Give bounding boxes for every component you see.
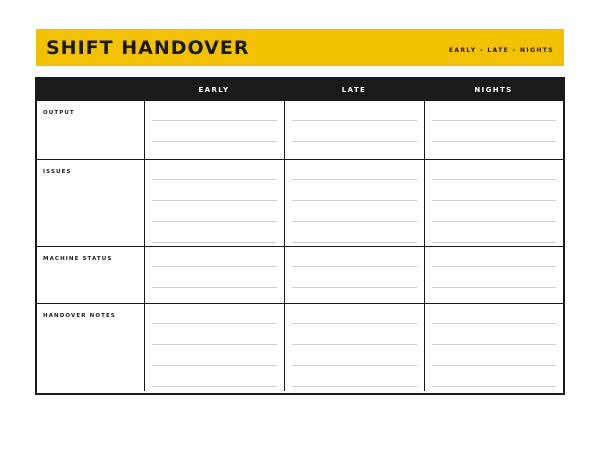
write-line bbox=[292, 323, 417, 324]
write-line bbox=[152, 141, 277, 142]
output-early-cell[interactable] bbox=[144, 101, 284, 159]
column-header-nights: NIGHTS bbox=[424, 79, 563, 101]
handover-notes-late-cell[interactable] bbox=[284, 303, 424, 391]
write-line bbox=[292, 365, 417, 366]
write-line bbox=[432, 221, 556, 222]
write-line bbox=[292, 287, 417, 288]
write-line bbox=[432, 242, 556, 243]
write-line bbox=[152, 179, 277, 180]
column-header-early: EARLY bbox=[144, 79, 284, 101]
issues-early-cell[interactable] bbox=[144, 159, 284, 246]
write-line bbox=[152, 386, 277, 387]
row-label-text: ISSUES bbox=[43, 169, 72, 175]
write-line bbox=[152, 266, 277, 267]
row-label-machine-status bbox=[37, 246, 144, 303]
row-label-text: HANDOVER NOTES bbox=[43, 313, 116, 319]
output-nights-cell[interactable] bbox=[424, 101, 563, 159]
write-line bbox=[292, 141, 417, 142]
row-label-output bbox=[37, 101, 144, 159]
write-line bbox=[292, 266, 417, 267]
write-line bbox=[432, 386, 556, 387]
issues-nights-cell[interactable] bbox=[424, 159, 563, 246]
write-line bbox=[432, 200, 556, 201]
write-line bbox=[292, 344, 417, 345]
page-title: SHIFT HANDOVER bbox=[46, 37, 250, 59]
write-line bbox=[152, 323, 277, 324]
table-header-blank bbox=[37, 79, 144, 101]
output-late-cell[interactable] bbox=[284, 101, 424, 159]
machine-status-early-cell[interactable] bbox=[144, 246, 284, 303]
write-line bbox=[152, 287, 277, 288]
write-line bbox=[292, 179, 417, 180]
write-line bbox=[152, 120, 277, 121]
write-line bbox=[432, 323, 556, 324]
write-line bbox=[432, 287, 556, 288]
write-line bbox=[152, 365, 277, 366]
column-header-late: LATE bbox=[284, 79, 424, 101]
machine-status-late-cell[interactable] bbox=[284, 246, 424, 303]
machine-status-nights-cell[interactable] bbox=[424, 246, 563, 303]
write-line bbox=[152, 200, 277, 201]
write-line bbox=[152, 221, 277, 222]
handover-notes-nights-cell[interactable] bbox=[424, 303, 563, 391]
write-line bbox=[292, 200, 417, 201]
handover-table bbox=[35, 77, 565, 395]
write-line bbox=[432, 266, 556, 267]
row-label-handover-notes bbox=[37, 303, 144, 391]
handover-notes-early-cell[interactable] bbox=[144, 303, 284, 391]
write-line bbox=[432, 120, 556, 121]
write-line bbox=[292, 242, 417, 243]
issues-late-cell[interactable] bbox=[284, 159, 424, 246]
write-line bbox=[152, 242, 277, 243]
write-line bbox=[152, 344, 277, 345]
write-line bbox=[432, 344, 556, 345]
header-banner bbox=[36, 29, 564, 66]
write-line bbox=[292, 120, 417, 121]
row-label-issues bbox=[37, 159, 144, 246]
row-label-text: OUTPUT bbox=[43, 110, 75, 116]
write-line bbox=[432, 179, 556, 180]
write-line bbox=[432, 141, 556, 142]
write-line bbox=[432, 365, 556, 366]
write-line bbox=[292, 221, 417, 222]
page-subtitle: EARLY - LATE - NIGHTS bbox=[448, 47, 554, 54]
row-label-text: MACHINE STATUS bbox=[43, 256, 113, 262]
write-line bbox=[292, 386, 417, 387]
